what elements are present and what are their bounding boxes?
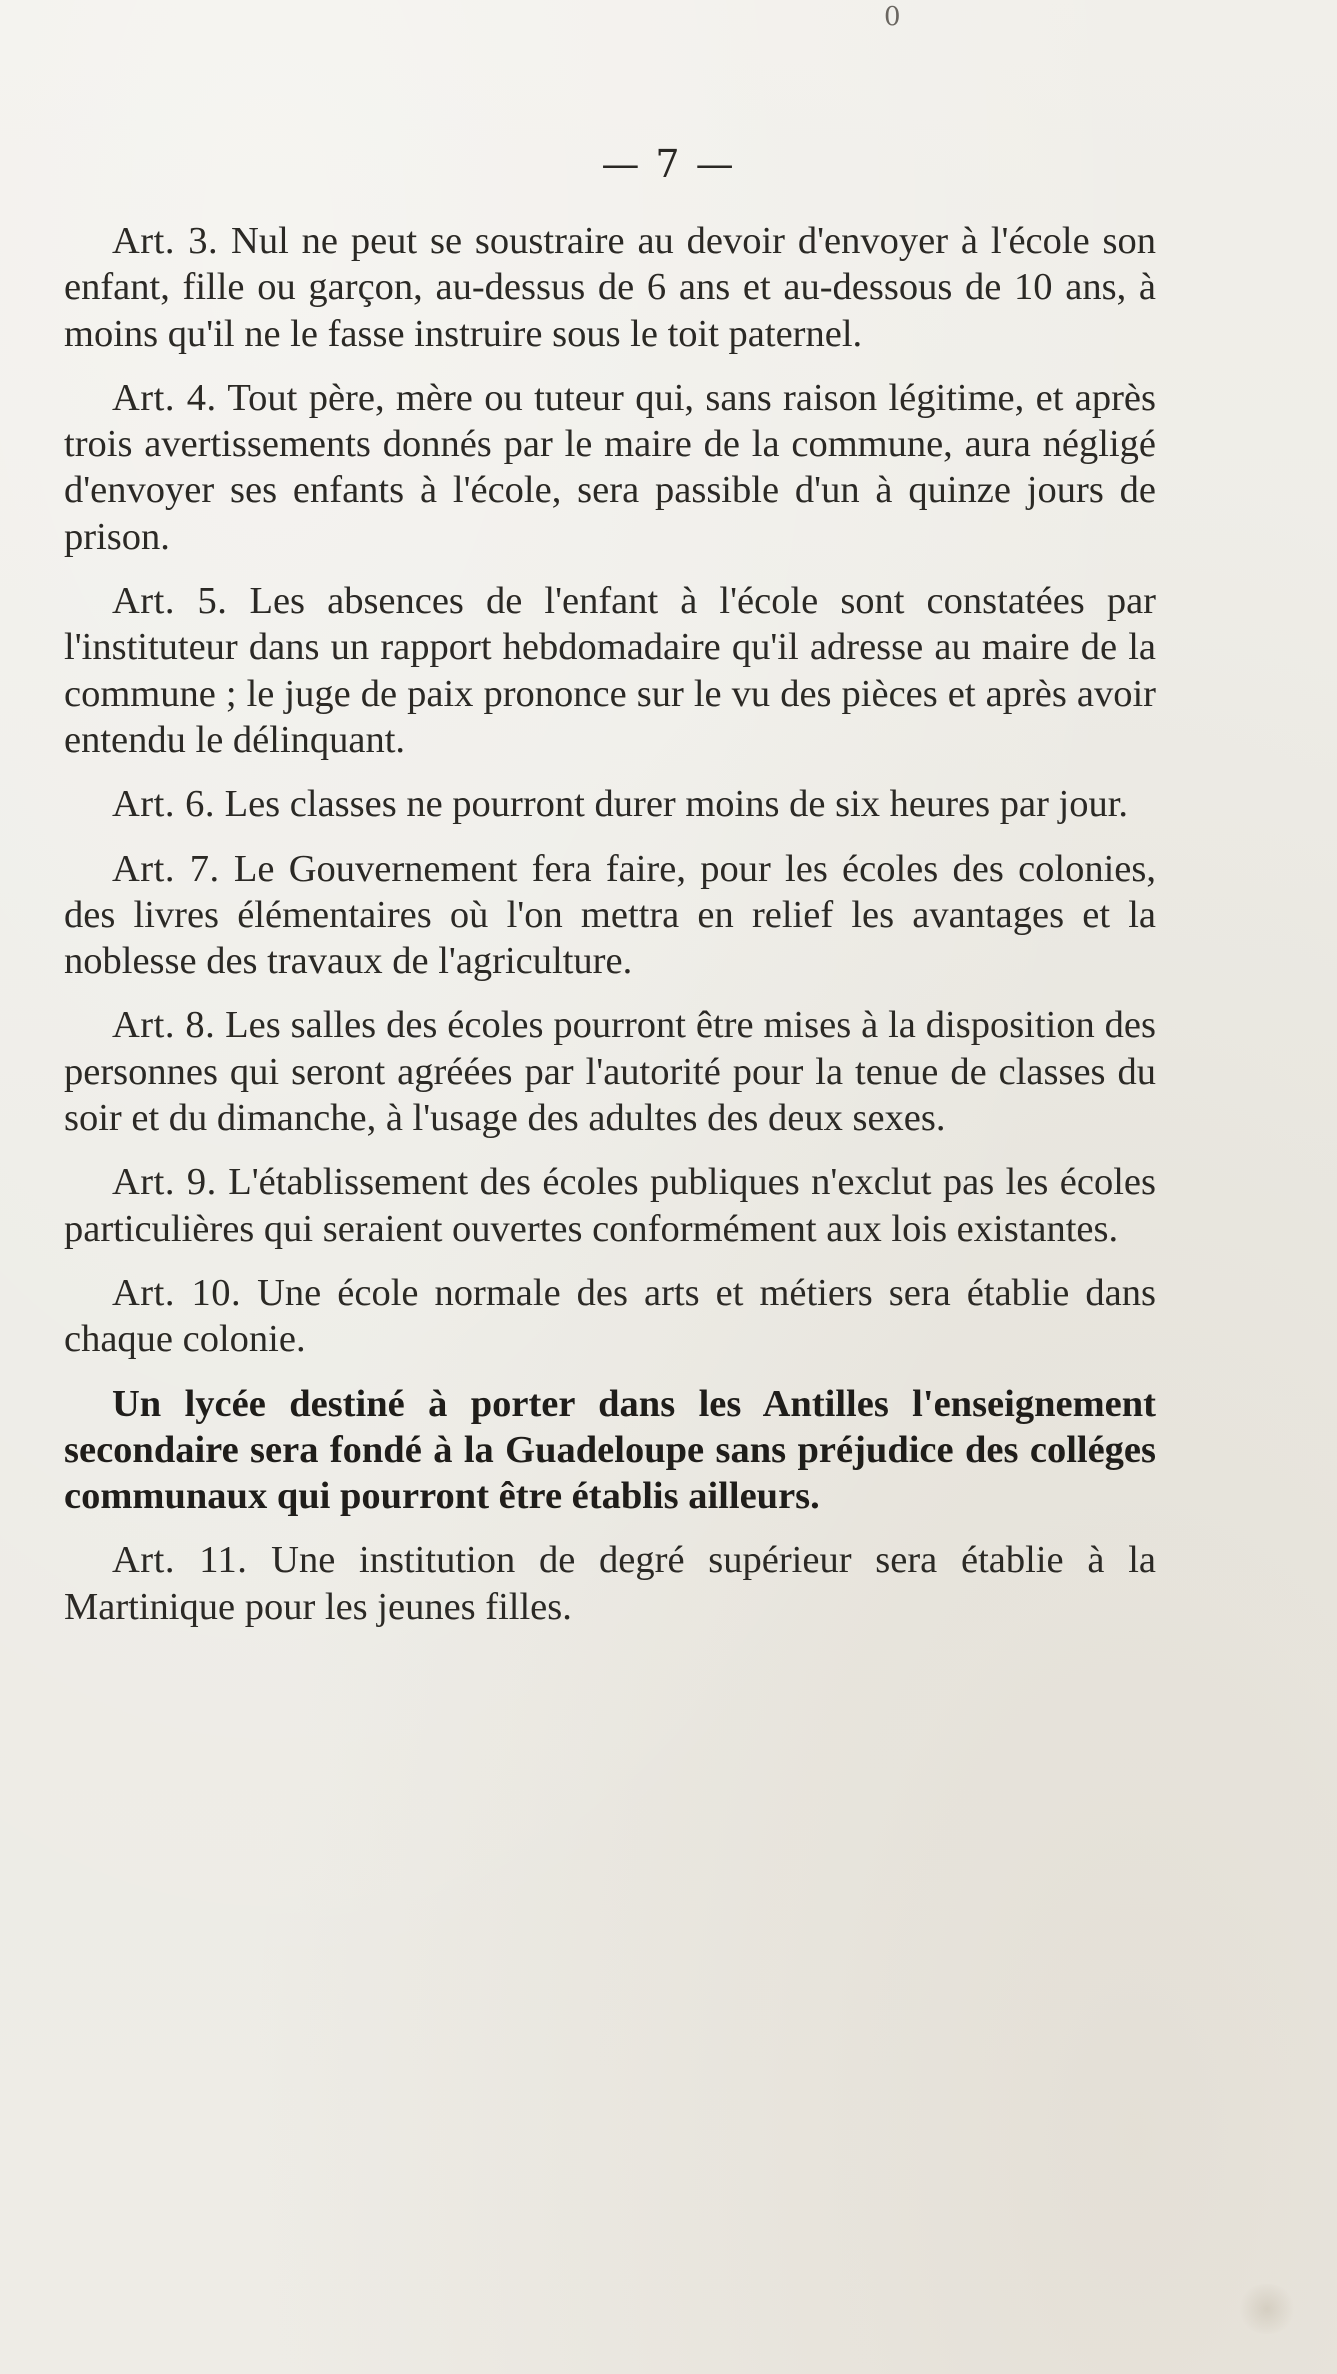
article-label: Art. 9. [112,1161,217,1204]
article-label: Art. 7. [112,847,220,890]
lycee-paragraph [64,1381,1156,1520]
article-label: Art. 6. [112,783,215,826]
article-4 [64,375,1156,560]
article-label: Art. 10. [112,1271,242,1314]
page-number: — 7 — [601,142,736,186]
article-3 [64,218,1156,357]
article-5 [64,578,1156,763]
paper-stain [1237,2284,1297,2334]
article-9 [64,1159,1156,1252]
article-8 [64,1002,1156,1141]
article-6 [64,781,1156,827]
article-text: L'établissement des écoles publiques n'exclut pas les écoles particulières qui seraient ouvertes conformément aux lois existantes. [64,1161,1156,1250]
article-7 [64,846,1156,985]
article-label: Art. 4. [112,376,217,419]
corner-mark: 0 [884,2,901,32]
article-label: Art. 5. [112,580,228,623]
article-11 [64,1537,1156,1630]
article-text: Les salles des écoles pourront être mises à la disposition des personnes qui seront agréées par l'autorité pour la tenue de classes du soir et du dimanche, à l'usage des adultes des deux sexes. [64,1004,1157,1140]
article-text: Une école normale des arts et métiers sera établie dans chaque colonie. [64,1271,1156,1361]
article-text: Nul ne peut se soustraire au devoir d'envoyer à l'école son enfant, fille ou garçon, au-dessus de 6 ans et au-dessous de 10 ans, à moins qu'il ne le fasse instruire sous le toit paternel. [64,220,1157,355]
article-text: Une institution de degré supérieur sera établie à la Martinique pour les jeunes filles. [64,1539,1156,1628]
article-text: Un lycée destiné à porter dans les Antilles l'enseignement secondaire sera fondé à la Guadeloupe sans préjudice des colléges communaux qui pourront être établis ailleurs. [64,1382,1156,1518]
article-text: Tout père, mère ou tuteur qui, sans raison légitime, et après trois avertissements donnés par le maire de la commune, aura négligé d'envoyer ses enfants à l'école, sera passible d'un à quinze jours de prison. [64,376,1156,558]
article-list [64,218,1156,1630]
article-text: Le Gouvernement fera faire, pour les écoles des colonies, des livres élémentaires où l'on mettra en relief les avantages et la noblesse des travaux de l'agriculture. [64,847,1157,983]
article-label: Art. 3. [112,220,219,262]
article-label: Art. 11. [112,1539,248,1582]
article-text: Les absences de l'enfant à l'école sont constatées par l'instituteur dans un rapport hebdomadaire qu'il adresse au maire de la commune ; le juge de paix prononce sur le vu des pièces et après avoir entendu le délinquant. [64,580,1156,761]
article-label: Art. 8. [112,1004,216,1047]
article-10 [64,1270,1156,1363]
article-text: Les classes ne pourront durer moins de six heures par jour. [224,783,1129,826]
